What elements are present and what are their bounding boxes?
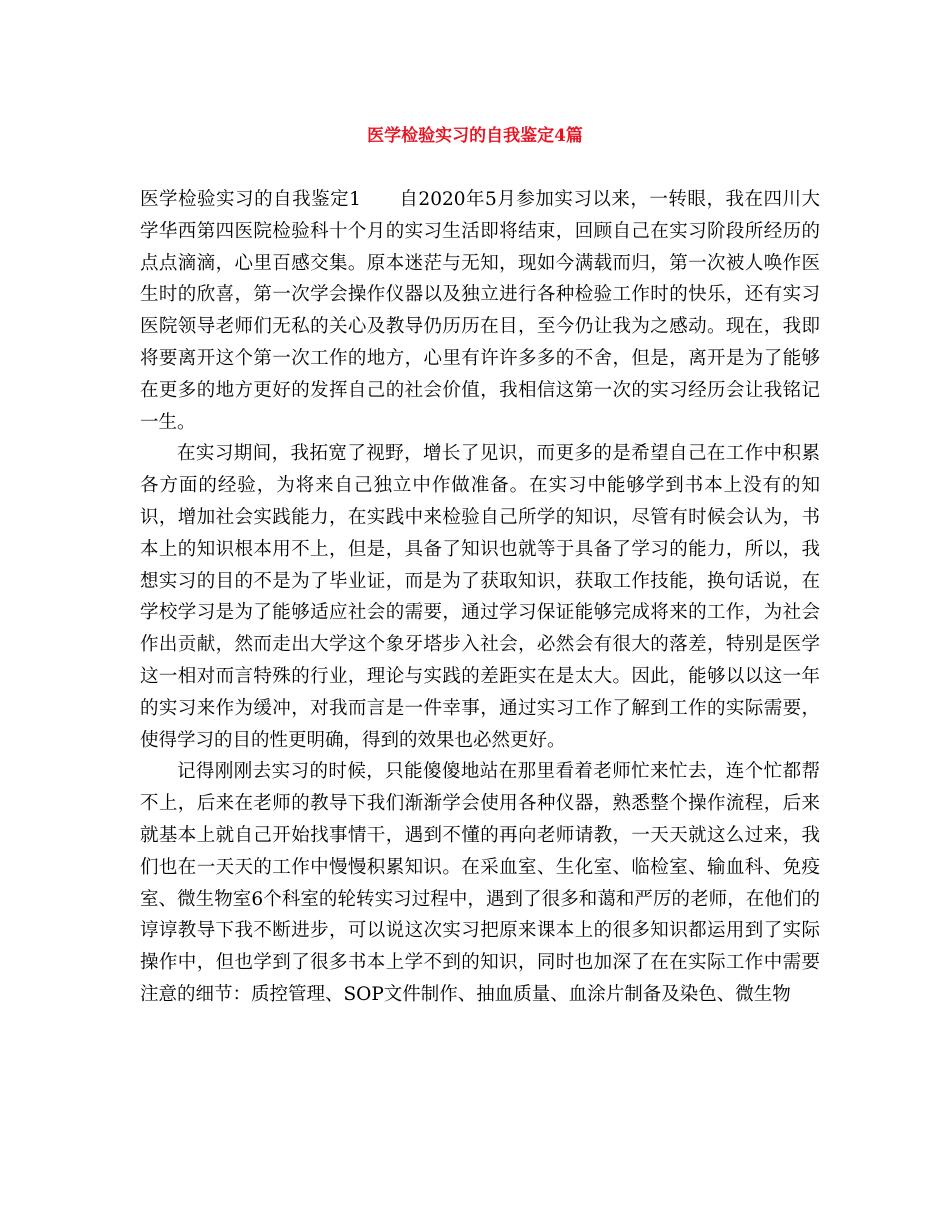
paragraph-1: 医学检验实习的自我鉴定1 自2020年5月参加实习以来，一转眼，我在四川大学华西第四医院检验科十个月的实习生活即将结束，回顾自己在实习阶段所经历的点点滴滴，心里百感交集。原本迷茫与无知，现如今满载而归，第一次被人唤作医生时的欣喜，第一次学会操作仪器以及独立进行各种检验工作时的快乐，还有实习医院领导老师们无私的关心及教导仍历历在目，至今仍让我为之感动。现在，我即将要离开这个第一次工作的地方，心里有许许多多的不舍，但是，离开是为了能够在更多的地方更好的发挥自己的社会价值，我相信这第一次的实习经历会让我铭记一生。 — [140, 189, 820, 433]
paragraph-2: 在实习期间，我拓宽了视野，增长了见识，而更多的是希望自己在工作中积累各方面的经验，为将来自己独立中作做准备。在实习中能够学到书本上没有的知识，增加社会实践能力，在实践中来检验自己所学的知识，尽管有时候会认为，书本上的知识根本用不上，但是，具备了知识也就等于具备了学习的能力，所以，我想实习的目的不是为了毕业证，而是为了获取知识，获取工作技能，换句话说，在学校学习是为了能够适应社会的需要，通过学习保证能够完成将来的工作，为社会作出贡献，然而走出大学这个象牙塔步入社会，必然会有很大的落差，特别是医学这一相对而言特殊的行业，理论与实践的差距实在是太大。因此，能够以以这一年的实习来作为缓冲，对我而言是一件幸事，通过实习工作了解到工作的实际需要，使得学习的目的性更明确，得到的效果也必然更好。 — [140, 443, 820, 751]
paragraph-3: 记得刚刚去实习的时候，只能傻傻地站在那里看着老师忙来忙去，连个忙都帮不上，后来在老师的教导下我们渐渐学会使用各种仪器，熟悉整个操作流程，后来就基本上就自己开始找事情干，遇到不懂的再向老师请教，一天天就这么过来，我们也在一天天的工作中慢慢积累知识。在采血室、生化室、临检室、输血科、免疫室、微生物室6个科室的轮转实习过程中，遇到了很多和蔼和严厉的老师，在他们的谆谆教导下我不断进步，可以说这次实习把原来课本上的很多知识都运用到了实际操作中，但也学到了很多书本上学不到的知识，同时也加深了在在实际工作中需要注意的细节：质控管理、SOP文件制作、抽血质量、血涂片制备及染色、微生物 — [140, 761, 820, 1005]
document-body — [140, 184, 820, 1011]
document-title: 医学检验实习的自我鉴定4篇 — [367, 126, 583, 146]
